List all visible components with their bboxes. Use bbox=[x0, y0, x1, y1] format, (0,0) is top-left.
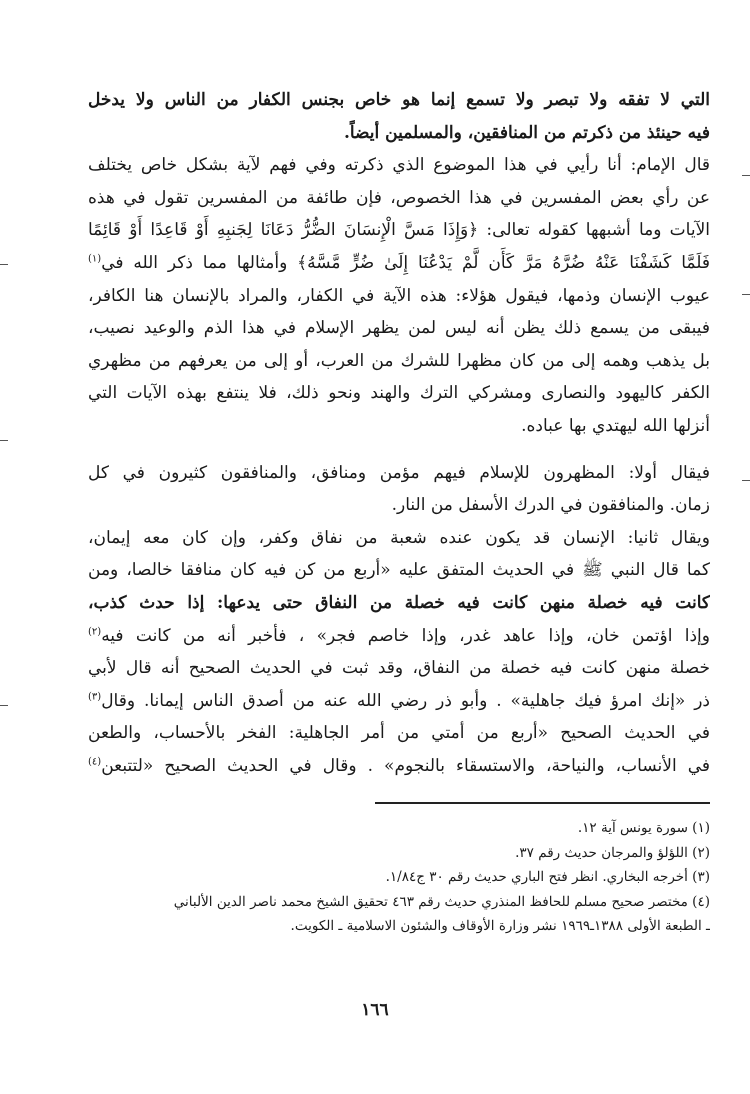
paragraph-gap bbox=[88, 443, 710, 457]
scan-mark bbox=[742, 480, 750, 481]
body-line-text: الكفر كاليهود والنصارى ومشركي الترك والهند ونحو ذلك، فلا ينتفع بهذه الآيات التي bbox=[88, 383, 710, 404]
footnote-line: (٢) اللؤلؤ والمرجان حديث رقم ٣٧. bbox=[515, 844, 710, 861]
body-line-text: ويقال ثانيا: الإنسان قد يكون عنده شعبة من نفاق وكفر، وإن كان معه إيمان، bbox=[88, 527, 710, 548]
body-line-text: كانت فيه خصلة منهن كانت فيه خصلة من النفاق حتى يدعها: إذا حدث كذب، bbox=[88, 592, 710, 613]
footnote-line: ـ الطبعة الأولى ١٣٨٨ـ١٩٦٩ نشر وزارة الأوقاف والشئون الاسلامية ـ الكويت. bbox=[290, 918, 710, 934]
body-line bbox=[88, 117, 710, 150]
page-number: ١٦٦ bbox=[361, 1000, 389, 1020]
body-line bbox=[88, 457, 710, 490]
footnotes bbox=[60, 816, 710, 939]
body-line-text: وإذا اؤتمن خان، وإذا عاهد غدر، وإذا خاصم فجر» ، فأخبر أنه من كانت فيه bbox=[101, 625, 710, 646]
body-line bbox=[88, 750, 710, 783]
body-line-text: أنزلها الله ليهتدي بها عباده. bbox=[521, 415, 710, 436]
body-line-text: كما قال النبي ﷺ في الحديث المتفق عليه «أربع من كن فيه كان منافقا خالصا، ومن bbox=[88, 560, 710, 581]
body-line bbox=[88, 214, 710, 247]
body-line bbox=[88, 312, 710, 345]
body-line bbox=[88, 149, 710, 182]
body-line-text: فَلَمَّا كَشَفْنَا عَنْهُ ضُرَّهُ مَرَّ كَأَن لَّمْ يَدْعُنَا إِلَىٰ ضُرٍّ مَّسَّهُ﴾ وأمثالها مما ذكر الله في bbox=[101, 252, 710, 273]
body-line-text: زمان. والمنافقون في الدرك الأسفل من النار. bbox=[391, 495, 710, 516]
body-line bbox=[88, 522, 710, 555]
body-line-text: عيوب الإنسان وذمها، فيقول هؤلاء: هذه الآية في الكفار، والمراد بالإنسان هنا الكافر، bbox=[88, 285, 710, 306]
body-line-text: التي لا تفقه ولا تبصر ولا تسمع إنما هو خاص بجنس الكفار من الناس ولا يدخل bbox=[88, 90, 710, 110]
body-line bbox=[88, 620, 710, 653]
body-line-text: الآيات وما أشبهها كقوله تعالى: ﴿وَإِذَا مَسَّ الْإِنسَانَ الضُّرُّ دَعَانَا لِجَنبِهِ أَوْ قَاعِدًا أَوْ قَائِمًا bbox=[88, 220, 710, 241]
body-line-text: بل يذهب وهمه إلى من كان مظهرا للشرك من العرب، أو إلى من يعرفهم من مظهري bbox=[88, 350, 710, 371]
footnote-line: (١) سورة يونس آية ١٢. bbox=[577, 820, 710, 836]
body-line-text: فيقال أولا: المظهرون للإسلام فيهم مؤمن ومنافق، والمنافقون كثيرون في كل bbox=[88, 462, 710, 483]
body-line bbox=[88, 685, 710, 718]
scan-mark bbox=[742, 294, 750, 295]
body-line bbox=[88, 84, 710, 117]
body-line bbox=[88, 652, 710, 685]
body-line-text: عن رأي بعض المفسرين في هذا الخصوص، فإن طائفة من المفسرين تقول في هذه bbox=[88, 187, 710, 208]
body-line bbox=[88, 182, 710, 215]
body-line bbox=[88, 410, 710, 443]
footnote-line: (٤) مختصر صحيح مسلم للحافظ المنذري حديث رقم ٤٦٣ تحقيق الشيخ محمد ناصر الدين الألباني bbox=[173, 893, 710, 910]
body-line bbox=[88, 377, 710, 410]
footnote-reference: (٢) bbox=[88, 625, 102, 637]
footnote-reference: (٤) bbox=[88, 756, 102, 768]
body-line bbox=[88, 489, 710, 522]
scan-mark bbox=[0, 705, 8, 706]
body-line-text: ذر «إنك امرؤ فيك جاهلية» . وأبو ذر رضي الله عنه من أصدق الناس إيمانا. وقال bbox=[101, 690, 710, 711]
body-line-text: فيبقى من يسمع ذلك يظن أنه ليس لمن يظهر الإسلام في هذا الذم والوعيد نصيب، bbox=[88, 318, 710, 339]
footnote-separator bbox=[375, 802, 710, 804]
body-line bbox=[88, 247, 710, 280]
body-line-text: في الحديث الصحيح «أربع من أمتي من أمر الجاهلية: الفخر بالأحساب، والطعن bbox=[88, 723, 710, 744]
scan-mark bbox=[742, 175, 750, 176]
body-text bbox=[88, 84, 710, 782]
body-line bbox=[88, 554, 710, 587]
footnote-line: (٣) أخرجه البخاري. انظر فتح الباري حديث رقم ٣٠ ج١/٨٤. bbox=[385, 869, 710, 885]
body-line bbox=[88, 345, 710, 378]
body-line-text: فيه حينئذ من ذكرتم من المنافقين، والمسلمين أيضاً. bbox=[343, 122, 710, 143]
body-line-text: خصلة منهن كانت فيه خصلة من النفاق، وقد ثبت في الحديث الصحيح أنه قال لأبي bbox=[88, 658, 710, 679]
scan-mark bbox=[0, 440, 8, 441]
body-line-text: في الأنساب، والنياحة، والاستسقاء بالنجوم» . وقال في الحديث الصحيح «لتتبعن bbox=[101, 755, 710, 776]
scan-mark bbox=[0, 264, 8, 265]
body-line-text: قال الإمام: أنا رأيي في هذا الموضوع الذي ذكرته وفي فهم لآية بشكل خاص يختلف bbox=[88, 155, 710, 176]
body-line bbox=[88, 717, 710, 750]
footnote-reference: (١) bbox=[88, 253, 102, 265]
footnote-reference: (٣) bbox=[88, 691, 102, 703]
body-line bbox=[88, 280, 710, 313]
body-line bbox=[88, 587, 710, 620]
